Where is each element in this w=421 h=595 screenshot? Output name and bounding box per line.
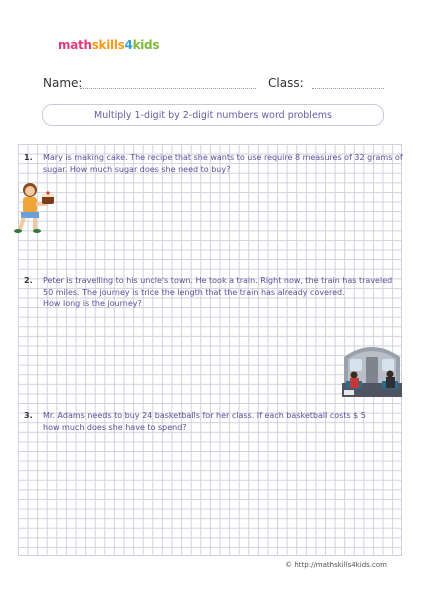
problem-text: Mary is making cake. The recipe that she wants to use require 8 measures of 32 grams of sugar. How much sugar does she need to buy? bbox=[43, 153, 403, 174]
problem-number: 3. bbox=[24, 411, 33, 420]
logo-part-kids: kids bbox=[132, 38, 160, 52]
problem-question: How long is the journey? bbox=[43, 299, 142, 308]
site-logo bbox=[58, 38, 159, 52]
logo-part-4: 4 bbox=[124, 38, 133, 52]
class-field[interactable] bbox=[312, 88, 384, 89]
copyright-notice: © http://mathskills4kids.com bbox=[285, 561, 387, 569]
worksheet-title: Multiply 1-digit by 2-digit numbers word problems bbox=[42, 104, 384, 126]
problem-text: Mr. Adams needs to buy 24 basketballs for her class. If each basketball costs $ 5 bbox=[43, 411, 366, 420]
train-passengers-icon bbox=[340, 343, 404, 397]
class-label: Class: bbox=[268, 76, 304, 90]
logo-part-math: math bbox=[58, 38, 92, 52]
name-label: Name: bbox=[43, 76, 83, 90]
problem-number: 1. bbox=[24, 153, 33, 162]
problem-number: 2. bbox=[24, 276, 33, 285]
girl-with-cake-icon bbox=[8, 180, 56, 238]
problem-2 bbox=[24, 275, 404, 310]
name-field[interactable] bbox=[80, 88, 256, 89]
problem-1 bbox=[24, 152, 404, 175]
logo-part-skills: skills bbox=[91, 38, 125, 52]
problem-3 bbox=[24, 410, 404, 433]
problem-question: how much does she have to spend? bbox=[43, 422, 187, 432]
problem-text: Peter is travelling to his uncle's town. He took a train. Right now, the train has traveled 50 miles. The journey is trice the length that the train has already covered. bbox=[43, 276, 393, 297]
